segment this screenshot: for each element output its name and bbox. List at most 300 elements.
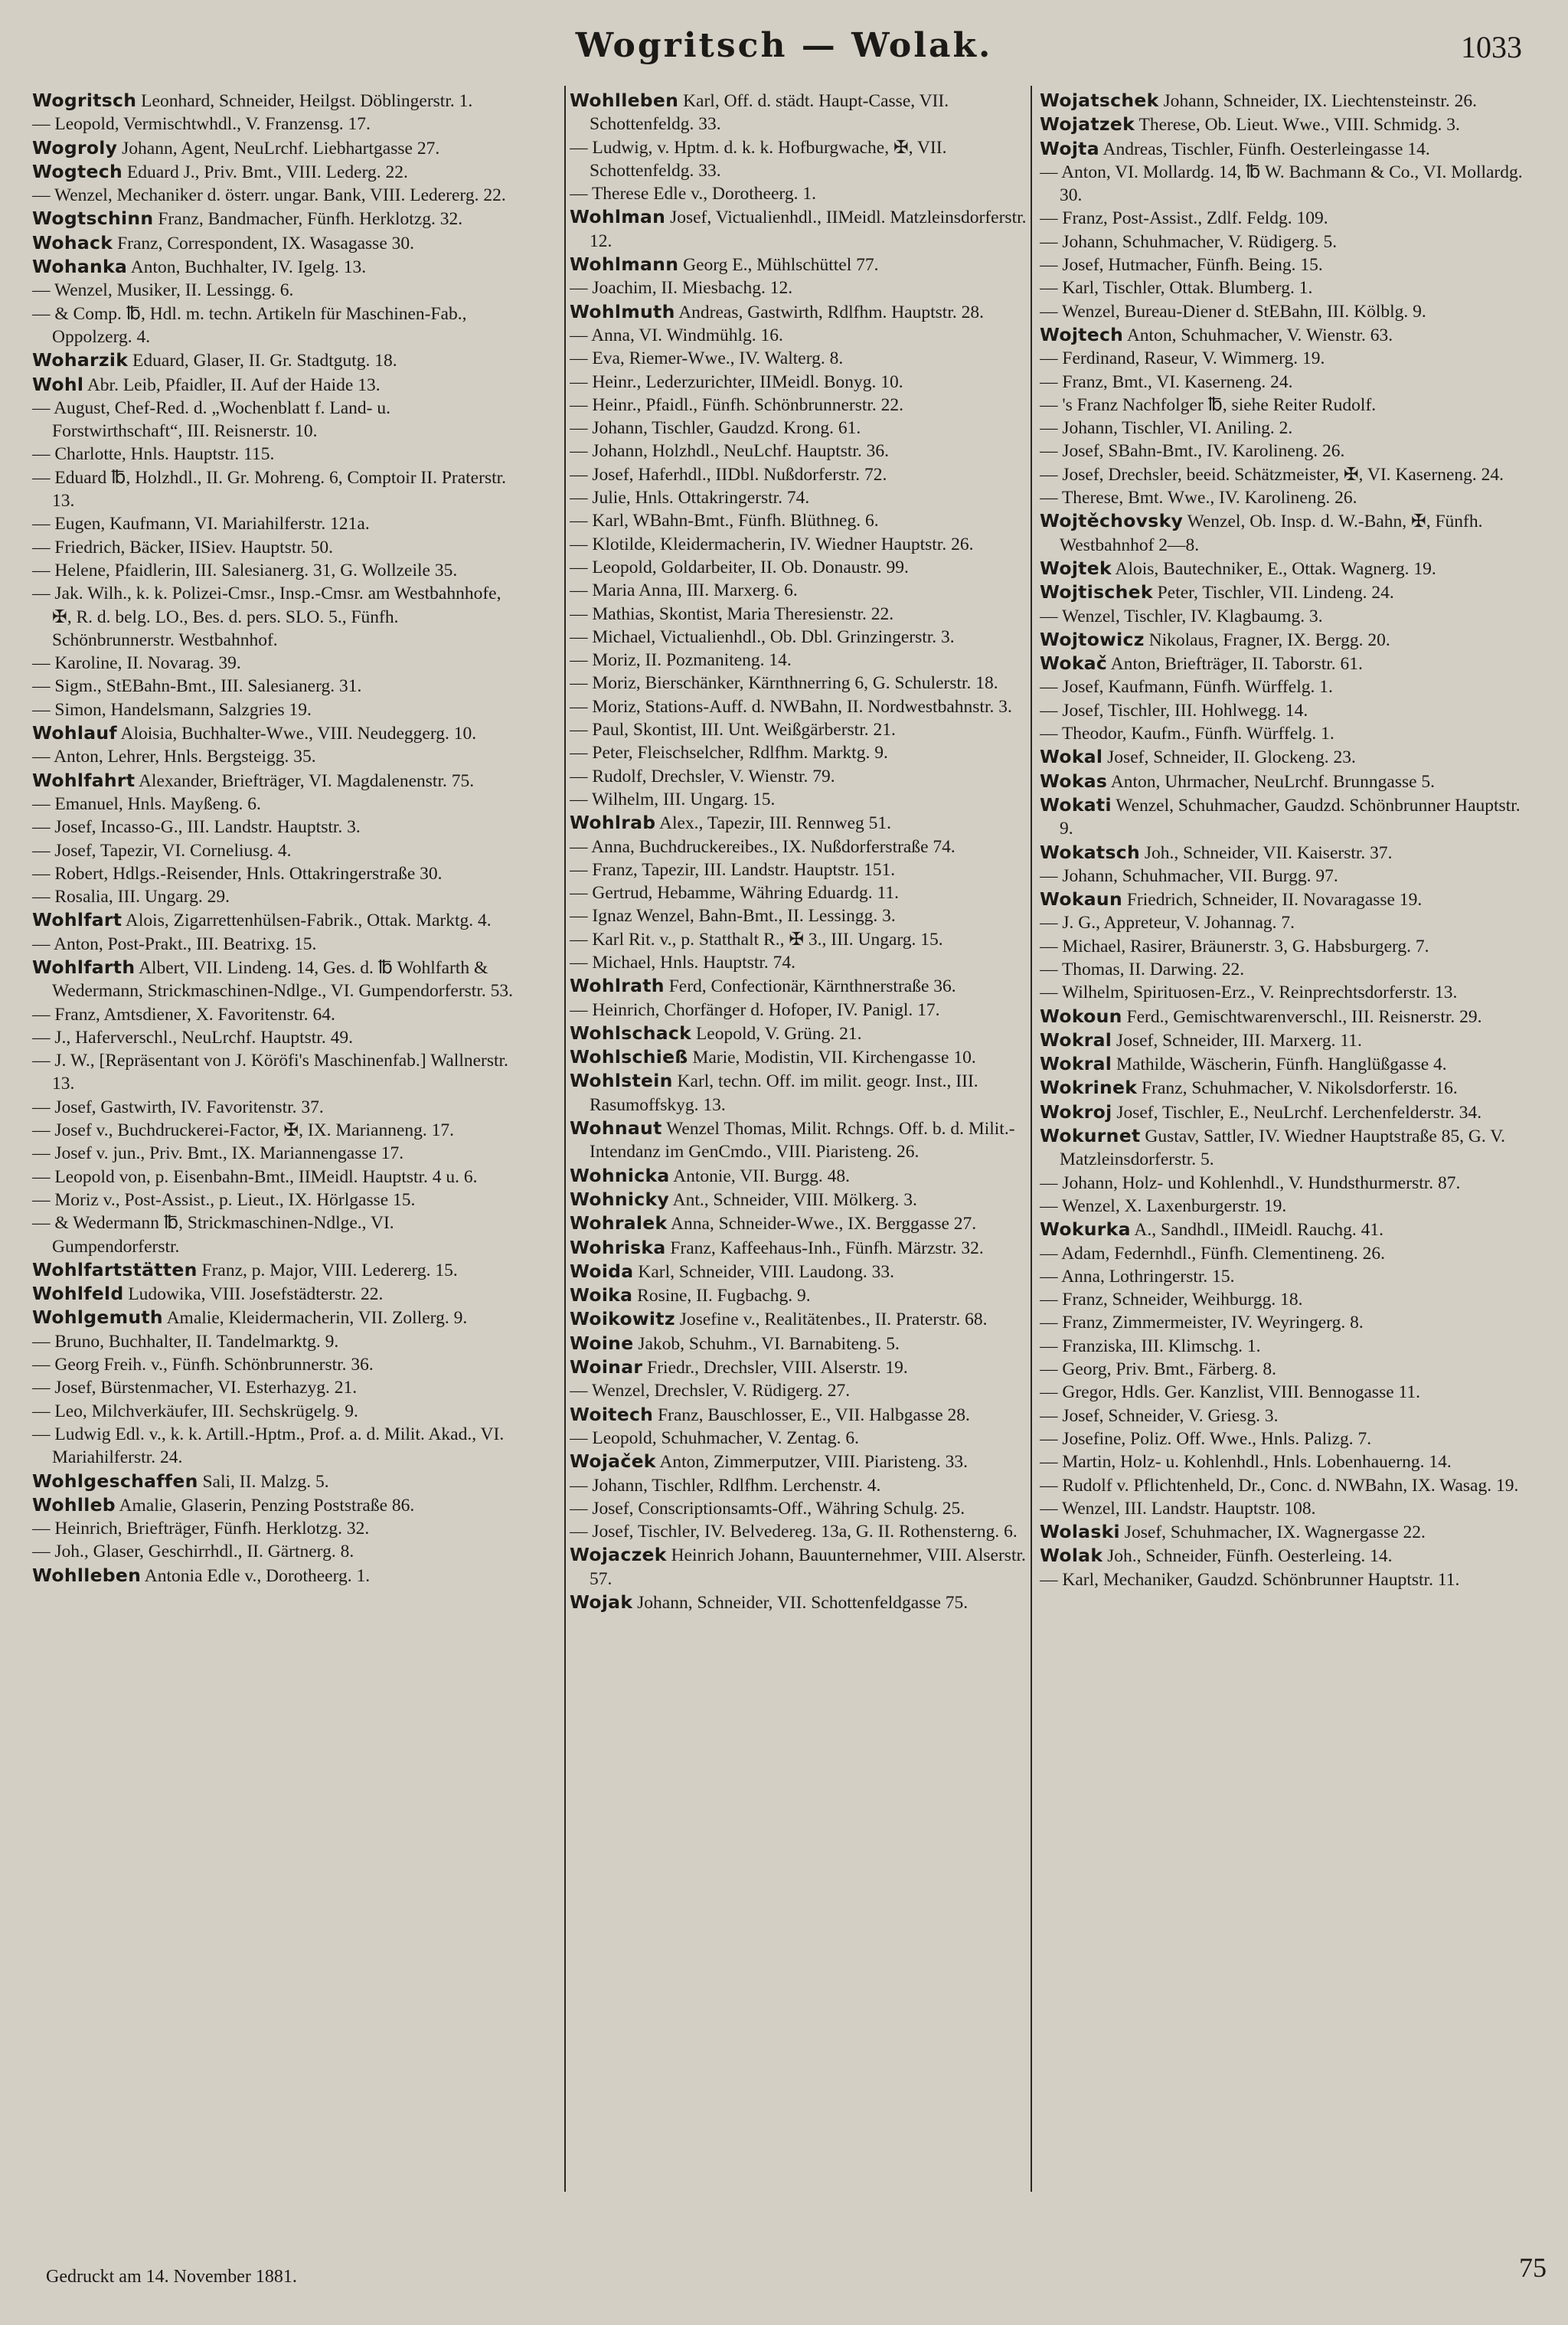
directory-entry <box>32 839 513 862</box>
entry-details: Friedr., Drechsler, VIII. Alserstr. 19. <box>647 1358 908 1378</box>
entry-details: Anton, Schuhmacher, V. Wienstr. 63. <box>1126 325 1393 345</box>
directory-entry <box>1040 1358 1527 1381</box>
directory-entry <box>32 1282 513 1306</box>
entry-details: Anton, Briefträger, II. Taborstr. 61. <box>1110 654 1363 675</box>
directory-entry <box>32 721 513 745</box>
entry-details: Albert, VII. Lindeng. 14, Ges. d. ℔ Wohlfarth & Wedermann, Strickmaschinen-Ndlge., VI. Gumpendorferstr. 53. <box>52 957 513 1002</box>
directory-entry <box>570 1117 1049 1164</box>
directory-entry <box>570 1260 1049 1283</box>
directory-entry <box>570 765 1049 788</box>
entry-details: — Ferdinand, Raseur, V. Wimmerg. 19. <box>1040 348 1325 369</box>
directory-entry <box>570 276 1049 299</box>
entry-surname: Wohnicky <box>570 1188 670 1210</box>
entry-details: — Heinr., Pfaidl., Fünfh. Schönbrunnerstr. 22. <box>570 394 904 415</box>
directory-entry <box>1040 958 1527 981</box>
entry-details: — Josef, SBahn-Bmt., IV. Karolineng. 26. <box>1040 441 1345 462</box>
entry-details: — Rudolf v. Pflichtenheld, Dr., Conc. d. NWBahn, IX. Wasag. 19. <box>1040 1475 1519 1496</box>
directory-entry <box>570 603 1049 626</box>
entry-details: — Franz, Post-Assist., Zdlf. Feldg. 109. <box>1040 208 1328 229</box>
entry-details: — Leopold von, p. Eisenbahn-Bmt., IIMeidl. Hauptstr. 4 u. 6. <box>32 1166 478 1187</box>
directory-entry <box>1040 1311 1527 1334</box>
entry-details: Gustav, Sattler, IV. Wiedner Hauptstraße 85, G. V. Matzleinsdorferstr. 5. <box>1060 1127 1506 1170</box>
entry-details: — Rudolf, Drechsler, V. Wienstr. 79. <box>570 766 835 786</box>
entry-details: — Josef, Conscriptionsamts-Off., Währing Schulg. 25. <box>570 1498 965 1519</box>
entry-details: Alois, Zigarrettenhülsen-Fabrik., Ottak. Marktg. 4. <box>125 911 492 931</box>
entry-surname: Wohlleben <box>570 90 679 111</box>
directory-entry <box>570 718 1049 741</box>
directory-entry <box>1040 675 1527 698</box>
entry-details: Josef, Schneider, III. Marxerg. 11. <box>1116 1030 1362 1051</box>
entry-surname: Wohlfeld <box>32 1283 124 1305</box>
directory-entry <box>32 769 513 793</box>
entry-details: — Anna, Lothringerstr. 15. <box>1040 1266 1235 1287</box>
entry-details: Andreas, Tischler, Fünfh. Oesterleingasse 14. <box>1102 139 1430 159</box>
entry-details: — Michael, Victualienhdl., Ob. Dbl. Grinzingerstr. 3. <box>570 626 955 647</box>
entry-details: — Wenzel, Musiker, II. Lessingg. 6. <box>32 280 294 301</box>
directory-entry <box>1040 981 1527 1004</box>
directory-entry <box>570 556 1049 579</box>
entry-details: — Leopold, Vermischtwhdl., V. Franzensg. 17. <box>32 114 371 135</box>
entry-details: — Josef, Drechsler, beeid. Schätzmeister, ✠, VI. Kaserneng. 24. <box>1040 464 1504 485</box>
directory-entry <box>570 136 1049 183</box>
directory-entry <box>1040 1520 1527 1544</box>
directory-entry <box>1040 1218 1527 1241</box>
entry-surname: Wokrinek <box>1040 1077 1138 1099</box>
entry-surname: Woine <box>570 1332 634 1354</box>
entry-details: — Karoline, II. Novarag. 39. <box>32 653 241 674</box>
directory-entry <box>1040 113 1527 136</box>
entry-surname: Wohlfart <box>32 909 122 931</box>
entry-surname: Wojta <box>1040 137 1099 159</box>
directory-entry <box>32 255 513 279</box>
entry-details: Mathilde, Wäscherin, Fünfh. Hanglüßgasse 4. <box>1116 1055 1447 1075</box>
entry-details: — Franz, Amtsdiener, X. Favoritenstr. 64. <box>32 1004 335 1025</box>
directory-entry <box>1040 1100 1527 1124</box>
directory-entry <box>1040 652 1527 675</box>
entry-surname: Wokurnet <box>1040 1125 1141 1147</box>
entry-details: Josef, Tischler, E., NeuLrchf. Lerchenfelderstr. 34. <box>1116 1102 1482 1123</box>
entry-details: A., Sandhdl., IIMeidl. Rauchg. 41. <box>1134 1220 1384 1241</box>
entry-details: — Ignaz Wenzel, Bahn-Bmt., II. Lessingg. 3. <box>570 906 896 927</box>
entry-surname: Woinar <box>570 1356 643 1378</box>
entry-details: — Wenzel, III. Landstr. Hauptstr. 108. <box>1040 1498 1316 1519</box>
directory-entry <box>32 675 513 698</box>
directory-entry <box>1040 323 1527 347</box>
directory-entry <box>1040 231 1527 253</box>
directory-entry <box>32 512 513 535</box>
directory-entry <box>1040 935 1527 958</box>
entry-details: — Josef, Hutmacher, Fünfh. Being. 15. <box>1040 255 1323 276</box>
entry-details: — Anton, Lehrer, Hnls. Bergsteigg. 35. <box>32 747 316 767</box>
directory-entry <box>32 1212 513 1258</box>
entry-details: — Anna, Buchdruckereibes., IX. Nußdorferstraße 74. <box>570 836 956 857</box>
entry-details: — J., Haferverschl., NeuLrchf. Hauptstr. 49. <box>32 1027 353 1048</box>
directory-entry <box>570 182 1049 205</box>
entry-details: — Heinrich, Briefträger, Fünfh. Herklotzg. 32. <box>32 1519 370 1539</box>
entry-details: Marie, Modistin, VII. Kirchengasse 10. <box>692 1048 976 1068</box>
directory-entry <box>1040 1497 1527 1520</box>
entry-details: — Ludwig Edl. v., k. k. Artill.-Hptm., Prof. a. d. Milit. Akad., VI. Mariahilferstr. 24. <box>32 1424 505 1468</box>
directory-entry <box>1040 1076 1527 1100</box>
directory-entry <box>32 652 513 675</box>
directory-entry <box>570 463 1049 486</box>
entry-details: Amalie, Kleidermacherin, VII. Zollerg. 9. <box>166 1308 468 1329</box>
directory-entry <box>32 443 513 466</box>
entry-details: — Josef, Tischler, III. Hohlwegg. 14. <box>1040 700 1308 721</box>
entry-details: — Bruno, Buchhalter, II. Tandelmarktg. 9. <box>32 1331 339 1352</box>
entry-surname: Wohlmuth <box>570 300 675 322</box>
entry-surname: Wolak <box>1040 1545 1103 1567</box>
entry-details: — Wilhelm, Spirituosen-Erz., V. Reinprechtsdorferstr. 13. <box>1040 983 1458 1003</box>
directory-entry <box>32 1189 513 1212</box>
directory-entry <box>570 672 1049 695</box>
directory-entry <box>32 160 513 184</box>
directory-entry <box>570 1427 1049 1450</box>
directory-entry <box>1040 793 1527 841</box>
entry-details: Georg E., Mühlschüttel 77. <box>683 255 879 276</box>
entry-details: Karl, Schneider, VIII. Laudong. 33. <box>638 1261 895 1282</box>
entry-details: — Wilhelm, III. Ungarg. 15. <box>570 789 776 809</box>
entry-surname: Wokal <box>1040 746 1103 768</box>
entry-details: — Josef v. jun., Priv. Bmt., IX. Mariannengasse 17. <box>32 1143 404 1164</box>
directory-entry <box>32 279 513 302</box>
entry-details: — Moriz, II. Pozmaniteng. 14. <box>570 650 792 671</box>
directory-entry <box>570 1520 1049 1543</box>
directory-entry <box>1040 89 1527 113</box>
entry-details: — Maria Anna, III. Marxerg. 6. <box>570 580 798 601</box>
directory-entry <box>32 1493 513 1517</box>
entry-surname: Wokurka <box>1040 1218 1131 1241</box>
entry-surname: Wojatzek <box>1040 113 1135 136</box>
directory-entry <box>570 1069 1049 1117</box>
directory-entry <box>32 793 513 816</box>
entry-details: — Johann, Schuhmacher, VII. Burgg. 97. <box>1040 865 1338 886</box>
directory-entry <box>1040 1568 1527 1591</box>
directory-entry <box>1040 557 1527 580</box>
directory-entry <box>1040 745 1527 769</box>
entry-surname: Wokaun <box>1040 888 1122 911</box>
directory-entry <box>1040 1265 1527 1288</box>
directory-entry <box>1040 1474 1527 1497</box>
directory-entry <box>1040 276 1527 299</box>
directory-entry <box>32 1096 513 1119</box>
entry-details: — Georg, Priv. Bmt., Färberg. 8. <box>1040 1359 1276 1380</box>
column-divider <box>564 86 566 2192</box>
directory-entry <box>1040 300 1527 323</box>
directory-entry <box>570 1164 1049 1188</box>
directory-entry <box>32 956 513 1003</box>
directory-entry <box>1040 1404 1527 1427</box>
entry-details: — Georg Freih. v., Fünfh. Schönbrunnerstr. 36. <box>32 1355 374 1375</box>
directory-entry <box>570 1450 1049 1473</box>
entry-details: — Eduard ℔, Holzhdl., II. Gr. Mohreng. 6, Comptoir II. Praterstr. 13. <box>32 467 507 512</box>
directory-entry <box>32 1049 513 1096</box>
entry-surname: Wohlgemuth <box>32 1306 163 1329</box>
directory-entry <box>1040 911 1527 934</box>
directory-entry <box>32 1400 513 1423</box>
entry-details: Joh., Schneider, VII. Kaiserstr. 37. <box>1144 842 1393 863</box>
directory-entry <box>1040 580 1527 604</box>
entry-details: Heinrich Johann, Bauunternehmer, VIII. Alserstr. 57. <box>590 1545 1026 1589</box>
entry-details: — Franziska, III. Klimschg. 1. <box>1040 1336 1261 1356</box>
directory-entry <box>1040 137 1527 161</box>
directory-entry <box>570 1497 1049 1520</box>
entry-details: — Josefine, Poliz. Off. Wwe., Hnls. Palizg. 7. <box>1040 1428 1372 1449</box>
directory-entry <box>570 1212 1049 1235</box>
entry-details: — Leo, Milchverkäufer, III. Sechskrügelg. 9. <box>32 1401 358 1421</box>
directory-entry <box>32 933 513 956</box>
entry-details: — J. G., Appreteur, V. Johannag. 7. <box>1040 913 1295 934</box>
page-header <box>0 26 1568 80</box>
directory-entry <box>1040 207 1527 230</box>
entry-details: — Josef, Kaufmann, Fünfh. Würffelg. 1. <box>1040 677 1333 698</box>
directory-entry <box>570 1307 1049 1331</box>
entry-details: — Adam, Federnhdl., Fünfh. Clementineng. 26. <box>1040 1243 1386 1264</box>
column-right <box>1040 89 1527 2179</box>
entry-surname: Wogroly <box>32 136 118 159</box>
entry-details: Leopold, V. Grüng. 21. <box>695 1023 862 1044</box>
entry-details: — Karl, Mechaniker, Gaudzd. Schönbrunner Hauptstr. 11. <box>1040 1569 1460 1590</box>
column-left <box>32 89 513 2179</box>
directory-entry <box>32 89 513 113</box>
directory-entry <box>570 928 1049 951</box>
entry-surname: Wohlleb <box>32 1493 116 1516</box>
directory-entry <box>32 1258 513 1282</box>
entry-details: Eduard, Glaser, II. Gr. Stadtgutg. 18. <box>132 351 397 371</box>
entry-surname: Wokral <box>1040 1028 1112 1051</box>
directory-entry <box>570 1283 1049 1307</box>
directory-entry <box>32 1540 513 1563</box>
entry-details: — Joachim, II. Miesbachg. 12. <box>570 278 793 299</box>
entry-details: — Friedrich, Bäcker, IISiev. Hauptstr. 50. <box>32 537 334 558</box>
entry-details: — Helene, Pfaidlerin, III. Salesianerg. 31, G. Wollzeile 35. <box>32 560 458 580</box>
directory-entry <box>32 1517 513 1540</box>
entry-details: Nikolaus, Fragner, IX. Bergg. 20. <box>1148 629 1390 650</box>
entry-details: — Anton, Post-Prakt., III. Beatrixg. 15. <box>32 934 317 954</box>
directory-entry <box>32 1376 513 1399</box>
directory-entry <box>32 1330 513 1353</box>
directory-entry <box>570 974 1049 998</box>
entry-details: — Charlotte, Hnls. Hauptstr. 115. <box>32 444 275 465</box>
entry-details: — Gregor, Hdls. Ger. Kanzlist, VIII. Bennogasse 11. <box>1040 1382 1421 1403</box>
entry-details: — & Comp. ℔, Hdl. m. techn. Artikeln für Maschinen-Fab., Oppolzerg. 4. <box>32 303 467 347</box>
entry-details: — Wenzel, Tischler, IV. Klagbaumg. 3. <box>1040 606 1323 626</box>
entry-details: — Heinrich, Chorfänger d. Hofoper, IV. Panigl. 17. <box>570 999 940 1020</box>
directory-entry <box>1040 509 1527 557</box>
entry-details: Ant., Schneider, VIII. Mölkerg. 3. <box>672 1189 917 1210</box>
entry-details: Aloisia, Buchhalter-Wwe., VIII. Neudeggerg. 10. <box>120 724 477 744</box>
directory-entry <box>570 509 1049 532</box>
entry-details: — Jak. Wilh., k. k. Polizei-Cmsr., Insp.-Cmsr. am Westbahnhofe, ✠, R. d. belg. LO., Bes. d. pers. SLO. 5., Fünfh. Schönbrunnerstr. Westbahnhof. <box>32 584 501 650</box>
entry-details: Johann, Schneider, VII. Schottenfeldgasse 75. <box>637 1593 969 1613</box>
entry-surname: Wojtěchovsky <box>1040 510 1184 532</box>
entry-details: Anton, Zimmerputzer, VIII. Piaristeng. 33. <box>659 1452 968 1473</box>
directory-entry <box>32 466 513 513</box>
entry-details: Josef, Victualienhdl., IIMeidl. Matzleinsdorferstr. 12. <box>590 208 1027 251</box>
entry-surname: Wohlstein <box>570 1070 673 1092</box>
entry-details: — Johann, Tischler, Gaudzd. Krong. 61. <box>570 418 861 439</box>
entry-details: — Gertrud, Hebamme, Währing Eduardg. 11. <box>570 883 900 904</box>
entry-details: Wenzel Thomas, Milit. Rchngs. Off. b. d. Milit.-Intendanz im GenCmdo., VIII. Piaristeng. 26. <box>590 1119 1015 1162</box>
entry-details: Ludowika, VIII. Josefstädterstr. 22. <box>128 1284 384 1305</box>
entry-surname: Wokoun <box>1040 1005 1122 1027</box>
entry-details: Rosine, II. Fugbachg. 9. <box>637 1286 811 1306</box>
directory-entry <box>32 1353 513 1376</box>
entry-surname: Wolaski <box>1040 1521 1120 1543</box>
entry-surname: Wokroj <box>1040 1100 1112 1123</box>
entry-surname: Wojatschek <box>1040 90 1159 111</box>
entry-surname: Wohlleben <box>32 1564 142 1586</box>
entry-details: Jakob, Schuhm., VI. Barnabiteng. 5. <box>638 1333 900 1354</box>
entry-details: Wenzel, Ob. Insp. d. W.-Bahn, ✠, Fünfh. Westbahnhof 2—8. <box>1060 512 1483 555</box>
entry-surname: Wojtischek <box>1040 581 1153 603</box>
entry-details: — 's Franz Nachfolger ℔, siehe Reiter Rudolf. <box>1040 394 1377 415</box>
directory-entry <box>1040 1195 1527 1218</box>
entry-details: — Simon, Handelsmann, Salzgries 19. <box>32 699 312 720</box>
directory-entry <box>32 184 513 207</box>
directory-entry <box>32 397 513 443</box>
directory-entry <box>570 881 1049 904</box>
directory-entry <box>570 440 1049 463</box>
entry-details: — Johann, Holz- und Kohlenhdl., V. Hundsthurmerstr. 87. <box>1040 1172 1461 1193</box>
entry-details: Peter, Tischler, VII. Lindeng. 24. <box>1157 583 1394 603</box>
entry-details: — Josef v., Buchdruckerei-Factor, ✠, IX. Marianneng. 17. <box>32 1120 455 1141</box>
directory-entry <box>32 1306 513 1329</box>
directory-entry <box>32 373 513 397</box>
entry-details: — Eugen, Kaufmann, VI. Mariahilferstr. 121a. <box>32 514 370 535</box>
directory-entry <box>32 348 513 372</box>
directory-entry <box>1040 841 1527 865</box>
entry-details: — Therese Edle v., Dorotheerg. 1. <box>570 184 816 204</box>
entry-surname: Wohl <box>32 373 84 395</box>
entry-details: — Josef, Tapezir, VI. Corneliusg. 4. <box>32 840 292 861</box>
directory-entry <box>1040 1028 1527 1052</box>
directory-entry <box>32 1166 513 1189</box>
directory-entry <box>570 1022 1049 1045</box>
entry-details: Josefine v., Realitätenbes., II. Praterstr. 68. <box>679 1310 988 1330</box>
entry-details: Franz, Bauschlosser, E., VII. Halbgasse 28. <box>658 1404 970 1425</box>
directory-entry <box>32 302 513 349</box>
directory-entry <box>1040 1427 1527 1450</box>
directory-entry <box>1040 253 1527 276</box>
directory-entry <box>570 300 1049 324</box>
entry-details: — Robert, Hdlgs.-Reisender, Hnls. Ottakringerstraße 30. <box>32 863 443 884</box>
entry-details: — Josef, Tischler, IV. Belvedereg. 13a, G. II. Rothensterng. 6. <box>570 1522 1018 1542</box>
entry-details: — J. W., [Repräsentant von J. Köröfi's Maschinenfab.] Wallnerstr. 13. <box>32 1051 508 1094</box>
directory-entry <box>570 695 1049 718</box>
entry-surname: Wohanka <box>32 256 128 278</box>
entry-details: Alexander, Briefträger, VI. Magdalenenstr. 75. <box>138 770 475 791</box>
entry-details: — Josef, Haferhdl., IIDbl. Nußdorferstr. 72. <box>570 464 887 485</box>
directory-entry <box>1040 865 1527 888</box>
directory-entry <box>1040 1544 1527 1568</box>
entry-surname: Wohlmann <box>570 253 679 276</box>
directory-entry <box>570 1355 1049 1379</box>
directory-entry <box>570 1188 1049 1212</box>
entry-surname: Wokati <box>1040 793 1112 816</box>
entry-details: — Moriz v., Post-Assist., p. Lieut., IX. Hörlgasse 15. <box>32 1189 416 1210</box>
entry-details: — Karl Rit. v., p. Statthalt R., ✠ 3., III. Ungarg. 15. <box>570 929 943 950</box>
entry-details: — Moriz, Stations-Auff. d. NWBahn, II. Nordwestbahnstr. 3. <box>570 696 1012 717</box>
entry-details: Anton, Uhrmacher, NeuLrchf. Brunngasse 5. <box>1110 771 1436 792</box>
entry-surname: Wohlfartstätten <box>32 1258 198 1280</box>
directory-entry <box>1040 440 1527 463</box>
entry-details: — Leopold, Goldarbeiter, II. Ob. Donaustr. 99. <box>570 557 909 577</box>
directory-entry <box>1040 1005 1527 1028</box>
directory-entry <box>1040 161 1527 208</box>
entry-details: Andreas, Gastwirth, Rdlfhm. Hauptstr. 28. <box>678 302 984 322</box>
entry-details: Friedrich, Schneider, II. Novaragasse 19. <box>1126 890 1423 911</box>
entry-details: — Rosalia, III. Ungarg. 29. <box>32 887 230 907</box>
entry-details: Sali, II. Malzg. 5. <box>202 1471 329 1492</box>
entry-details: — Franz, Schneider, Weihburgg. 18. <box>1040 1290 1303 1310</box>
entry-surname: Wokas <box>1040 770 1108 792</box>
entry-details: Franz, Correspondent, IX. Wasagasse 30. <box>117 233 415 253</box>
page-title: Wogritsch — Wolak. <box>575 26 993 65</box>
entry-details: Antonia Edle v., Dorotheerg. 1. <box>144 1565 371 1586</box>
directory-entry <box>570 1591 1049 1614</box>
entry-details: — Anna, VI. Windmühlg. 16. <box>570 325 783 345</box>
directory-entry <box>1040 888 1527 911</box>
directory-entry <box>32 1119 513 1142</box>
directory-entry <box>570 486 1049 509</box>
entry-details: — Josef, Bürstenmacher, VI. Esterhazyg. 21. <box>32 1378 358 1398</box>
entry-details: — Wenzel, Drechsler, V. Rüdigerg. 27. <box>570 1381 851 1401</box>
entry-details: — Johann, Tischler, VI. Aniling. 2. <box>1040 418 1293 439</box>
entry-details: — Sigm., StEBahn-Bmt., III. Salesianerg. 31. <box>32 676 362 697</box>
entry-details: Therese, Ob. Lieut. Wwe., VIII. Schmidg. 3. <box>1138 115 1460 136</box>
directory-entry <box>570 394 1049 417</box>
directory-entry <box>570 579 1049 602</box>
entry-surname: Wojak <box>570 1591 633 1613</box>
directory-entry <box>32 136 513 160</box>
directory-entry <box>1040 486 1527 509</box>
entry-details: Alois, Bautechniker, E., Ottak. Wagnerg. 19. <box>1115 558 1436 579</box>
directory-entry <box>570 1403 1049 1427</box>
directory-entry <box>1040 770 1527 793</box>
entry-details: — August, Chef-Red. d. „Wochenblatt f. Land- u. Forstwirthschaft“, III. Reisnerstr. 10. <box>32 397 391 442</box>
directory-entry <box>1040 722 1527 745</box>
directory-entry <box>1040 1450 1527 1473</box>
directory-entry <box>32 908 513 932</box>
directory-entry <box>1040 347 1527 370</box>
directory-entry <box>570 649 1049 672</box>
directory-entry <box>570 811 1049 835</box>
entry-details: — Thomas, II. Darwing. 22. <box>1040 959 1245 979</box>
entry-details: Eduard J., Priv. Bmt., VIII. Lederg. 22. <box>126 162 408 182</box>
entry-details: Anton, Buchhalter, IV. Igelg. 13. <box>130 257 367 278</box>
entry-details: — & Wedermann ℔, Strickmaschinen-Ndlge., VI. Gumpendorferstr. <box>32 1213 394 1257</box>
directory-entry <box>570 835 1049 858</box>
directory-entry <box>570 1543 1049 1591</box>
directory-entry <box>32 1026 513 1049</box>
entry-surname: Wokatsch <box>1040 841 1140 863</box>
entry-details: Amalie, Glaserin, Penzing Poststraße 86. <box>119 1495 415 1516</box>
directory-entry <box>1040 463 1527 486</box>
directory-entry <box>570 1045 1049 1069</box>
entry-details: Johann, Agent, NeuLrchf. Liebhartgasse 27. <box>122 138 440 159</box>
directory-entry <box>570 1474 1049 1497</box>
entry-surname: Wojtech <box>1040 323 1124 345</box>
entry-surname: Wokral <box>1040 1053 1112 1075</box>
directory-entry <box>32 862 513 885</box>
entry-details: Franz, Kaffeehaus-Inh., Fünfh. Märzstr. 32. <box>670 1238 984 1258</box>
entry-details: Karl, techn. Off. im milit. geogr. Inst., III. Rasumoffskyg. 13. <box>590 1071 978 1115</box>
entry-surname: Wohlrath <box>570 975 665 997</box>
entry-details: Josef, Schuhmacher, IX. Wagnergasse 22. <box>1124 1522 1426 1543</box>
directory-entry <box>570 324 1049 347</box>
directory-entry <box>1040 1335 1527 1358</box>
